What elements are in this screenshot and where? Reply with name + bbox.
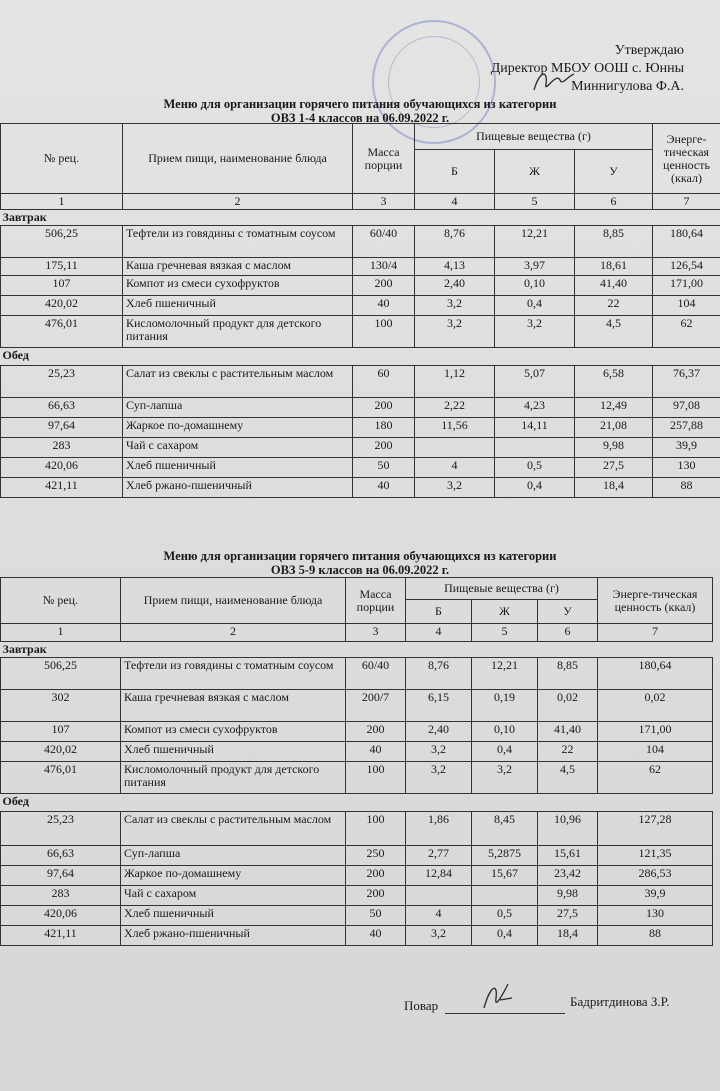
menu1-breakfast-label: Завтрак [1, 210, 720, 226]
rec-cell: 175,11 [1, 258, 123, 276]
zh-cell: 15,67 [472, 866, 538, 886]
b-cell: 4,13 [415, 258, 495, 276]
rec-cell: 476,01 [1, 316, 123, 348]
menu2-header-mass: Масса порции [346, 578, 406, 624]
kcal-cell: 180,64 [653, 226, 720, 258]
table-row [1, 722, 713, 742]
kcal-cell: 88 [653, 478, 720, 498]
director-signature-icon [530, 66, 578, 96]
kcal-cell: 127,28 [598, 812, 713, 846]
menu1-header-nutrients: Пищевые вещества (г) [415, 124, 653, 150]
zh-cell: 5,07 [495, 366, 575, 398]
dish-cell: Хлеб ржано-пшеничный [121, 926, 346, 946]
menu2-header-dish: Прием пищи, наименование блюда [121, 578, 346, 624]
rec-cell: 302 [1, 690, 121, 722]
menu1-header-u: У [575, 150, 653, 194]
mass-cell: 60 [353, 366, 415, 398]
mass-cell: 40 [353, 478, 415, 498]
b-cell: 3,2 [406, 926, 472, 946]
table-row [1, 478, 720, 498]
zh-cell [495, 438, 575, 458]
rec-cell: 476,01 [1, 762, 121, 794]
dish-cell: Кисломолочный продукт для детского питания [121, 762, 346, 794]
menu2-header-b: Б [406, 600, 472, 624]
u-cell: 0,02 [538, 690, 598, 722]
zh-cell: 0,5 [472, 906, 538, 926]
mass-cell: 200 [353, 276, 415, 296]
menu1-title-line-1: Меню для организации горячего питания обучающихся из категории [163, 97, 557, 111]
kcal-cell: 121,35 [598, 846, 713, 866]
kcal-cell: 62 [653, 316, 720, 348]
b-cell [415, 438, 495, 458]
dish-cell: Компот из смеси сухофруктов [123, 276, 353, 296]
dish-cell: Хлеб пшеничный [121, 742, 346, 762]
table-row [1, 258, 720, 276]
b-cell: 1,86 [406, 812, 472, 846]
dish-cell: Каша гречневая вязкая с маслом [123, 258, 353, 276]
u-cell: 22 [538, 742, 598, 762]
u-cell: 15,61 [538, 846, 598, 866]
u-cell: 21,08 [575, 418, 653, 438]
dish-cell: Суп-лапша [123, 398, 353, 418]
rec-cell: 107 [1, 722, 121, 742]
rec-cell: 97,64 [1, 866, 121, 886]
kcal-cell: 180,64 [598, 658, 713, 690]
dish-cell: Хлеб пшеничный [123, 458, 353, 478]
mass-cell: 50 [346, 906, 406, 926]
table-row [1, 276, 720, 296]
kcal-cell: 76,37 [653, 366, 720, 398]
menu2-lunch-label: Обед [1, 794, 713, 812]
dish-cell: Кисломолочный продукт для детского питания [123, 316, 353, 348]
b-cell: 3,2 [415, 296, 495, 316]
u-cell: 4,5 [575, 316, 653, 348]
u-cell: 9,98 [575, 438, 653, 458]
menu2-header-u: У [538, 600, 598, 624]
table-row [1, 742, 713, 762]
rec-cell: 421,11 [1, 926, 121, 946]
u-cell: 10,96 [538, 812, 598, 846]
mass-cell: 200 [353, 398, 415, 418]
u-cell: 18,4 [538, 926, 598, 946]
rec-cell: 66,63 [1, 846, 121, 866]
kcal-cell: 88 [598, 926, 713, 946]
b-cell: 3,2 [415, 478, 495, 498]
u-cell: 27,5 [538, 906, 598, 926]
cook-label: Повар [404, 998, 439, 1013]
b-cell: 2,22 [415, 398, 495, 418]
menu1-title-line-2: ОВЗ 1-4 классов на 06.09.2022 г. [270, 111, 450, 125]
dish-cell: Хлеб пшеничный [121, 906, 346, 926]
mass-cell: 60/40 [353, 226, 415, 258]
menu2-title-line-2: ОВЗ 5-9 классов на 06.09.2022 г. [270, 563, 450, 577]
b-cell: 8,76 [406, 658, 472, 690]
dish-cell: Чай с сахаром [121, 886, 346, 906]
zh-cell: 12,21 [472, 658, 538, 690]
b-cell: 12,84 [406, 866, 472, 886]
menu1-header-b: Б [415, 150, 495, 194]
table-row [1, 398, 720, 418]
menu2-header-zh: Ж [472, 600, 538, 624]
zh-cell: 0,4 [495, 478, 575, 498]
b-cell: 3,2 [406, 742, 472, 762]
b-cell: 4 [406, 906, 472, 926]
table-row [1, 866, 713, 886]
mass-cell: 100 [346, 812, 406, 846]
table-row [1, 906, 713, 926]
mass-cell: 180 [353, 418, 415, 438]
table-row [1, 418, 720, 438]
dish-cell: Суп-лапша [121, 846, 346, 866]
u-cell: 6,58 [575, 366, 653, 398]
u-cell: 8,85 [575, 226, 653, 258]
approval-block [491, 42, 684, 96]
kcal-cell: 171,00 [653, 276, 720, 296]
approval-line-3: Миннигулова Ф.А. [571, 79, 684, 94]
rec-cell: 420,06 [1, 906, 121, 926]
mass-cell: 40 [346, 926, 406, 946]
zh-cell: 0,5 [495, 458, 575, 478]
dish-cell: Компот из смеси сухофруктов [121, 722, 346, 742]
dish-cell: Салат из свеклы с растительным маслом [123, 366, 353, 398]
menu1-header-energy: Энерге-тическая ценность (ккал) [653, 124, 720, 194]
dish-cell: Жаркое по-домашнему [123, 418, 353, 438]
approval-line-2: Директор МБОУ ООШ с. Юнны [490, 61, 684, 76]
b-cell: 11,56 [415, 418, 495, 438]
u-cell: 27,5 [575, 458, 653, 478]
rec-cell: 506,25 [1, 226, 123, 258]
index-cell: 4 [406, 624, 472, 642]
kcal-cell: 286,53 [598, 866, 713, 886]
menu2-header-rec: № рец. [1, 578, 121, 624]
rec-cell: 25,23 [1, 366, 123, 398]
dish-cell: Каша гречневая вязкая с маслом [121, 690, 346, 722]
mass-cell: 60/40 [346, 658, 406, 690]
rec-cell: 421,11 [1, 478, 123, 498]
zh-cell: 0,4 [495, 296, 575, 316]
table-row [1, 886, 713, 906]
kcal-cell: 0,02 [598, 690, 713, 722]
mass-cell: 130/4 [353, 258, 415, 276]
zh-cell: 0,10 [495, 276, 575, 296]
dish-cell: Тефтели из говядины с томатным соусом [123, 226, 353, 258]
table-row [1, 658, 713, 690]
mass-cell: 100 [353, 316, 415, 348]
b-cell [406, 886, 472, 906]
zh-cell: 14,11 [495, 418, 575, 438]
dish-cell: Хлеб пшеничный [123, 296, 353, 316]
table-row [1, 458, 720, 478]
zh-cell: 4,23 [495, 398, 575, 418]
kcal-cell: 130 [598, 906, 713, 926]
zh-cell: 3,2 [495, 316, 575, 348]
menu2-title-line-1: Меню для организации горячего питания обучающихся из категории [163, 549, 557, 563]
mass-cell: 200 [346, 886, 406, 906]
menu2-title [0, 549, 720, 577]
b-cell: 3,2 [406, 762, 472, 794]
menu1-title [0, 97, 720, 125]
index-cell: 2 [121, 624, 346, 642]
rec-cell: 66,63 [1, 398, 123, 418]
dish-cell: Чай с сахаром [123, 438, 353, 458]
menu1-header-rec: № рец. [1, 124, 123, 194]
rec-cell: 283 [1, 438, 123, 458]
u-cell: 18,61 [575, 258, 653, 276]
cook-signature-icon [478, 978, 518, 1018]
zh-cell: 5,2875 [472, 846, 538, 866]
zh-cell [472, 886, 538, 906]
b-cell: 6,15 [406, 690, 472, 722]
menu2-header-energy: Энерге-тическая ценность (ккал) [598, 578, 713, 624]
dish-cell: Салат из свеклы с растительным маслом [121, 812, 346, 846]
rec-cell: 420,02 [1, 296, 123, 316]
table-row [1, 296, 720, 316]
rec-cell: 25,23 [1, 812, 121, 846]
mass-cell: 200 [346, 866, 406, 886]
approval-line-1: Утверждаю [614, 43, 684, 58]
u-cell: 9,98 [538, 886, 598, 906]
kcal-cell: 171,00 [598, 722, 713, 742]
b-cell: 1,12 [415, 366, 495, 398]
table-row [1, 926, 713, 946]
kcal-cell: 39,9 [598, 886, 713, 906]
menu2-table [0, 577, 713, 946]
mass-cell: 250 [346, 846, 406, 866]
mass-cell: 40 [346, 742, 406, 762]
rec-cell: 97,64 [1, 418, 123, 438]
u-cell: 8,85 [538, 658, 598, 690]
zh-cell: 8,45 [472, 812, 538, 846]
index-cell: 2 [123, 194, 353, 210]
dish-cell: Тефтели из говядины с томатным соусом [121, 658, 346, 690]
u-cell: 22 [575, 296, 653, 316]
u-cell: 41,40 [538, 722, 598, 742]
zh-cell: 0,10 [472, 722, 538, 742]
menu1-header-zh: Ж [495, 150, 575, 194]
rec-cell: 420,02 [1, 742, 121, 762]
rec-cell: 107 [1, 276, 123, 296]
zh-cell: 0,4 [472, 926, 538, 946]
index-cell: 6 [538, 624, 598, 642]
mass-cell: 40 [353, 296, 415, 316]
kcal-cell: 97,08 [653, 398, 720, 418]
index-cell: 7 [598, 624, 713, 642]
dish-cell: Жаркое по-домашнему [121, 866, 346, 886]
menu2-index-row [1, 624, 713, 642]
menu2-breakfast-label: Завтрак [1, 642, 713, 658]
table-row [1, 846, 713, 866]
menu2-header-nutrients: Пищевые вещества (г) [406, 578, 598, 600]
menu1-table [0, 123, 720, 498]
u-cell: 18,4 [575, 478, 653, 498]
mass-cell: 200 [353, 438, 415, 458]
kcal-cell: 104 [653, 296, 720, 316]
zh-cell: 0,4 [472, 742, 538, 762]
rec-cell: 506,25 [1, 658, 121, 690]
kcal-cell: 257,88 [653, 418, 720, 438]
table-row [1, 316, 720, 348]
kcal-cell: 62 [598, 762, 713, 794]
menu1-index-row [1, 194, 720, 210]
kcal-cell: 39,9 [653, 438, 720, 458]
table-row [1, 690, 713, 722]
zh-cell: 3,97 [495, 258, 575, 276]
mass-cell: 200/7 [346, 690, 406, 722]
table-row [1, 438, 720, 458]
b-cell: 8,76 [415, 226, 495, 258]
table-row [1, 226, 720, 258]
u-cell: 12,49 [575, 398, 653, 418]
index-cell: 1 [1, 624, 121, 642]
b-cell: 2,40 [406, 722, 472, 742]
rec-cell: 283 [1, 886, 121, 906]
kcal-cell: 130 [653, 458, 720, 478]
index-cell: 3 [353, 194, 415, 210]
menu1-header-mass: Масса порции [353, 124, 415, 194]
menu1-header-dish: Прием пищи, наименование блюда [123, 124, 353, 194]
mass-cell: 200 [346, 722, 406, 742]
index-cell: 6 [575, 194, 653, 210]
mass-cell: 50 [353, 458, 415, 478]
table-row [1, 812, 713, 846]
index-cell: 5 [495, 194, 575, 210]
menu1-lunch-label: Обед [1, 348, 720, 366]
b-cell: 2,40 [415, 276, 495, 296]
dish-cell: Хлеб ржано-пшеничный [123, 478, 353, 498]
zh-cell: 12,21 [495, 226, 575, 258]
table-row [1, 762, 713, 794]
b-cell: 3,2 [415, 316, 495, 348]
index-cell: 5 [472, 624, 538, 642]
zh-cell: 0,19 [472, 690, 538, 722]
mass-cell: 100 [346, 762, 406, 794]
b-cell: 4 [415, 458, 495, 478]
kcal-cell: 126,54 [653, 258, 720, 276]
index-cell: 4 [415, 194, 495, 210]
cook-name: Бадритдинова З.Р. [570, 994, 670, 1009]
rec-cell: 420,06 [1, 458, 123, 478]
b-cell: 2,77 [406, 846, 472, 866]
kcal-cell: 104 [598, 742, 713, 762]
u-cell: 4,5 [538, 762, 598, 794]
zh-cell: 3,2 [472, 762, 538, 794]
u-cell: 23,42 [538, 866, 598, 886]
index-cell: 7 [653, 194, 720, 210]
u-cell: 41,40 [575, 276, 653, 296]
index-cell: 3 [346, 624, 406, 642]
index-cell: 1 [1, 194, 123, 210]
table-row [1, 366, 720, 398]
